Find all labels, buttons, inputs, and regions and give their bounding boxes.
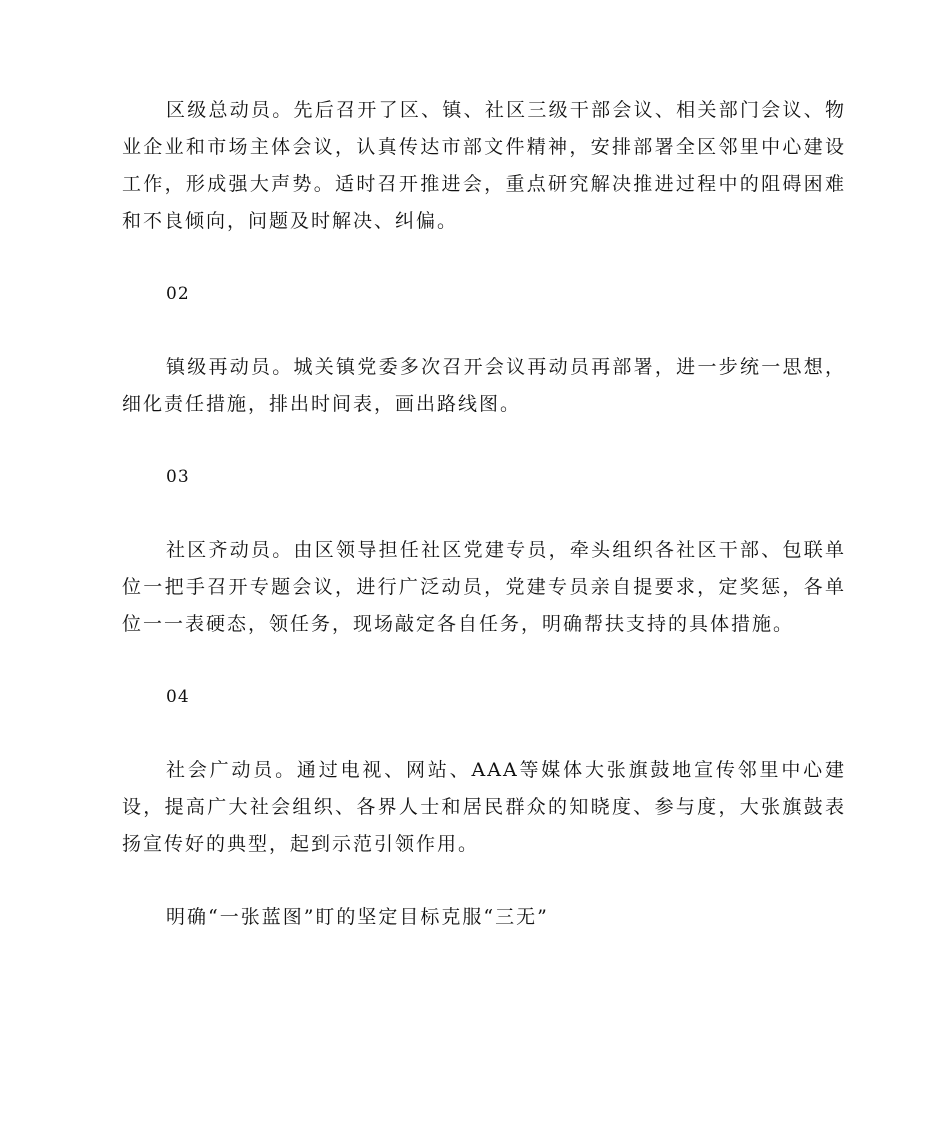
- section-number-03: 03: [166, 467, 190, 487]
- paragraph-gap: [122, 423, 846, 459]
- paragraph-community-mobilization: 社区齐动员。由区领导担任社区党建专员，牵头组织各社区干部、包联单位一把手召开专题会议，进行广泛动员，党建专员亲自提要求，定奖惩，各单位一一表硬态，领任务，现场敲定各自任务，明确帮扶支持的具体措施。: [122, 539, 846, 635]
- paragraph-blueprint-heading: 明确“一张蓝图”盯的坚定目标克服“三无”: [166, 906, 549, 928]
- paragraph-gap: [122, 716, 846, 752]
- paragraph-gap: [122, 863, 846, 899]
- paragraph-town-mobilization: 镇级再动员。城关镇党委多次召开会议再动员再部署，进一步统一思想，细化责任措施，排出时间表，画出路线图。: [122, 356, 846, 415]
- section-number-04: 04: [166, 687, 190, 707]
- paragraph-gap: [122, 496, 846, 532]
- section-number-02: 02: [166, 284, 190, 304]
- document-body: [122, 92, 846, 936]
- paragraph-gap: [122, 240, 846, 276]
- paragraph-society-mobilization: 社会广动员。通过电视、网站、AAA等媒体大张旗鼓地宣传邻里中心建设，提高广大社会组织、各界人士和居民群众的知晓度、参与度，大张旗鼓表扬宣传好的典型，起到示范引领作用。: [122, 759, 846, 855]
- paragraph-gap: [122, 313, 846, 349]
- paragraph-district-mobilization: 区级总动员。先后召开了区、镇、社区三级干部会议、相关部门会议、物业企业和市场主体会议，认真传达市部文件精神，安排部署全区邻里中心建设工作，形成强大声势。适时召开推进会，重点研究解决推进过程中的阻碍困难和不良倾向，问题及时解决、纠偏。: [122, 99, 846, 232]
- paragraph-gap: [122, 643, 846, 679]
